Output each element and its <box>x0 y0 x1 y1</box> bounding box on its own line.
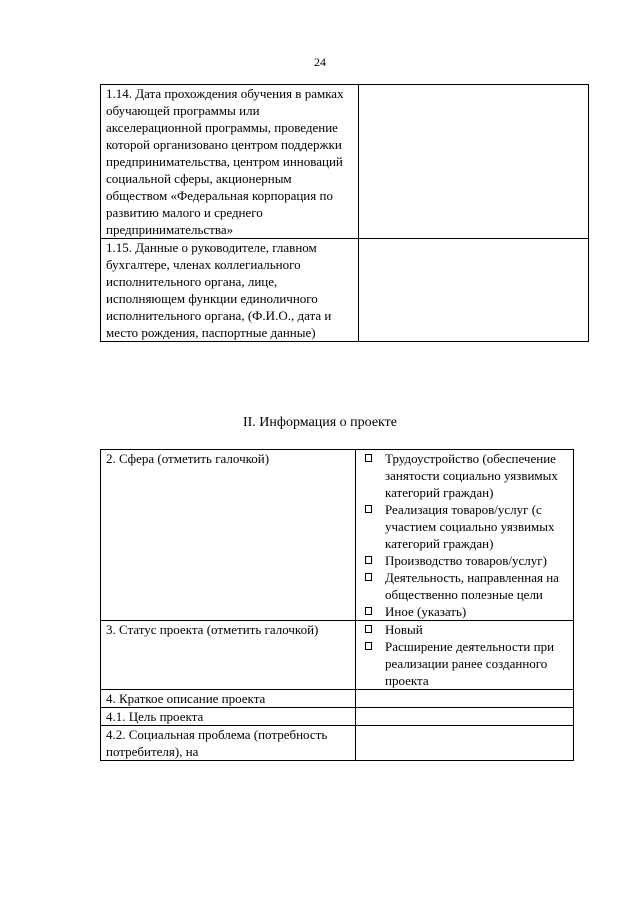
sphere-option-sales[interactable] <box>361 501 570 552</box>
sphere-label: 2. Сфера (отметить галочкой) <box>106 451 270 466</box>
training-date-value-cell[interactable] <box>359 85 589 239</box>
status-option-expansion[interactable] <box>361 638 570 689</box>
checkbox-icon[interactable] <box>365 556 372 564</box>
goal-label: 4.1. Цель проекта <box>106 709 204 724</box>
project-info-table <box>100 449 574 761</box>
sphere-options <box>361 450 570 620</box>
short-description-value-cell[interactable] <box>356 690 574 708</box>
row-label-cell <box>101 239 359 342</box>
table-row <box>101 239 589 342</box>
problem-label-cell <box>101 726 356 761</box>
page-number: 24 <box>314 55 326 69</box>
checkbox-icon[interactable] <box>365 454 372 462</box>
option-label: Производство товаров/услуг) <box>385 553 547 568</box>
section-heading: II. Информация о проекте <box>242 415 397 430</box>
option-label: Трудоустройство (обеспечение занятости социально уязвимых категорий граждан) <box>385 451 558 500</box>
problem-value-cell[interactable] <box>356 726 574 761</box>
table-row <box>101 621 574 690</box>
row-label-cell <box>101 85 359 239</box>
table-row <box>101 85 589 239</box>
table-row <box>101 690 574 708</box>
option-label: Иное (указать) <box>385 604 467 619</box>
goal-label-cell <box>101 708 356 726</box>
table-row <box>101 726 574 761</box>
checkbox-icon[interactable] <box>365 573 372 581</box>
applicant-info-table <box>100 84 589 342</box>
sphere-options-cell <box>356 450 574 621</box>
option-label: Реализация товаров/услуг (с участием социально уязвимых категорий граждан) <box>385 502 555 551</box>
goal-value-cell[interactable] <box>356 708 574 726</box>
checkbox-icon[interactable] <box>365 607 372 615</box>
status-label-cell <box>101 621 356 690</box>
status-options-cell <box>356 621 574 690</box>
sphere-option-other[interactable] <box>361 603 570 620</box>
option-label: Новый <box>385 622 423 637</box>
table-row <box>101 708 574 726</box>
management-data-label: 1.15. Данные о руководителе, главном бухгалтере, членах коллегиального исполнительного органа, лице, исполняющем функции единоличного исполнительного органа, (Ф.И.О., дата и место рождения, паспортные данные) <box>106 240 332 340</box>
checkbox-icon[interactable] <box>365 625 372 633</box>
management-data-value-cell[interactable] <box>359 239 589 342</box>
training-date-label: 1.14. Дата прохождения обучения в рамках обучающей программы или акселерационной программы, проведение которой организовано центром поддержки предпринимательства, центром инноваций социальной сферы, акционерным обществом «Федеральная корпорация по развитию малого и среднего предпринимательства» <box>106 86 344 237</box>
short-description-label: 4. Краткое описание проекта <box>106 691 266 706</box>
table-row <box>101 450 574 621</box>
option-label: Деятельность, направленная на общественно полезные цели <box>385 570 559 602</box>
sphere-label-cell <box>101 450 356 621</box>
checkbox-icon[interactable] <box>365 505 372 513</box>
sphere-option-employment[interactable] <box>361 450 570 501</box>
option-label: Расширение деятельности при реализации ранее созданного проекта <box>385 639 555 688</box>
problem-label: 4.2. Социальная проблема (потребность потребителя), на <box>106 727 328 759</box>
checkbox-icon[interactable] <box>365 642 372 650</box>
status-label: 3. Статус проекта (отметить галочкой) <box>106 622 319 637</box>
status-option-new[interactable] <box>361 621 570 638</box>
short-description-label-cell <box>101 690 356 708</box>
sphere-option-production[interactable] <box>361 552 570 569</box>
status-options <box>361 621 570 689</box>
sphere-option-public-benefit[interactable] <box>361 569 570 603</box>
